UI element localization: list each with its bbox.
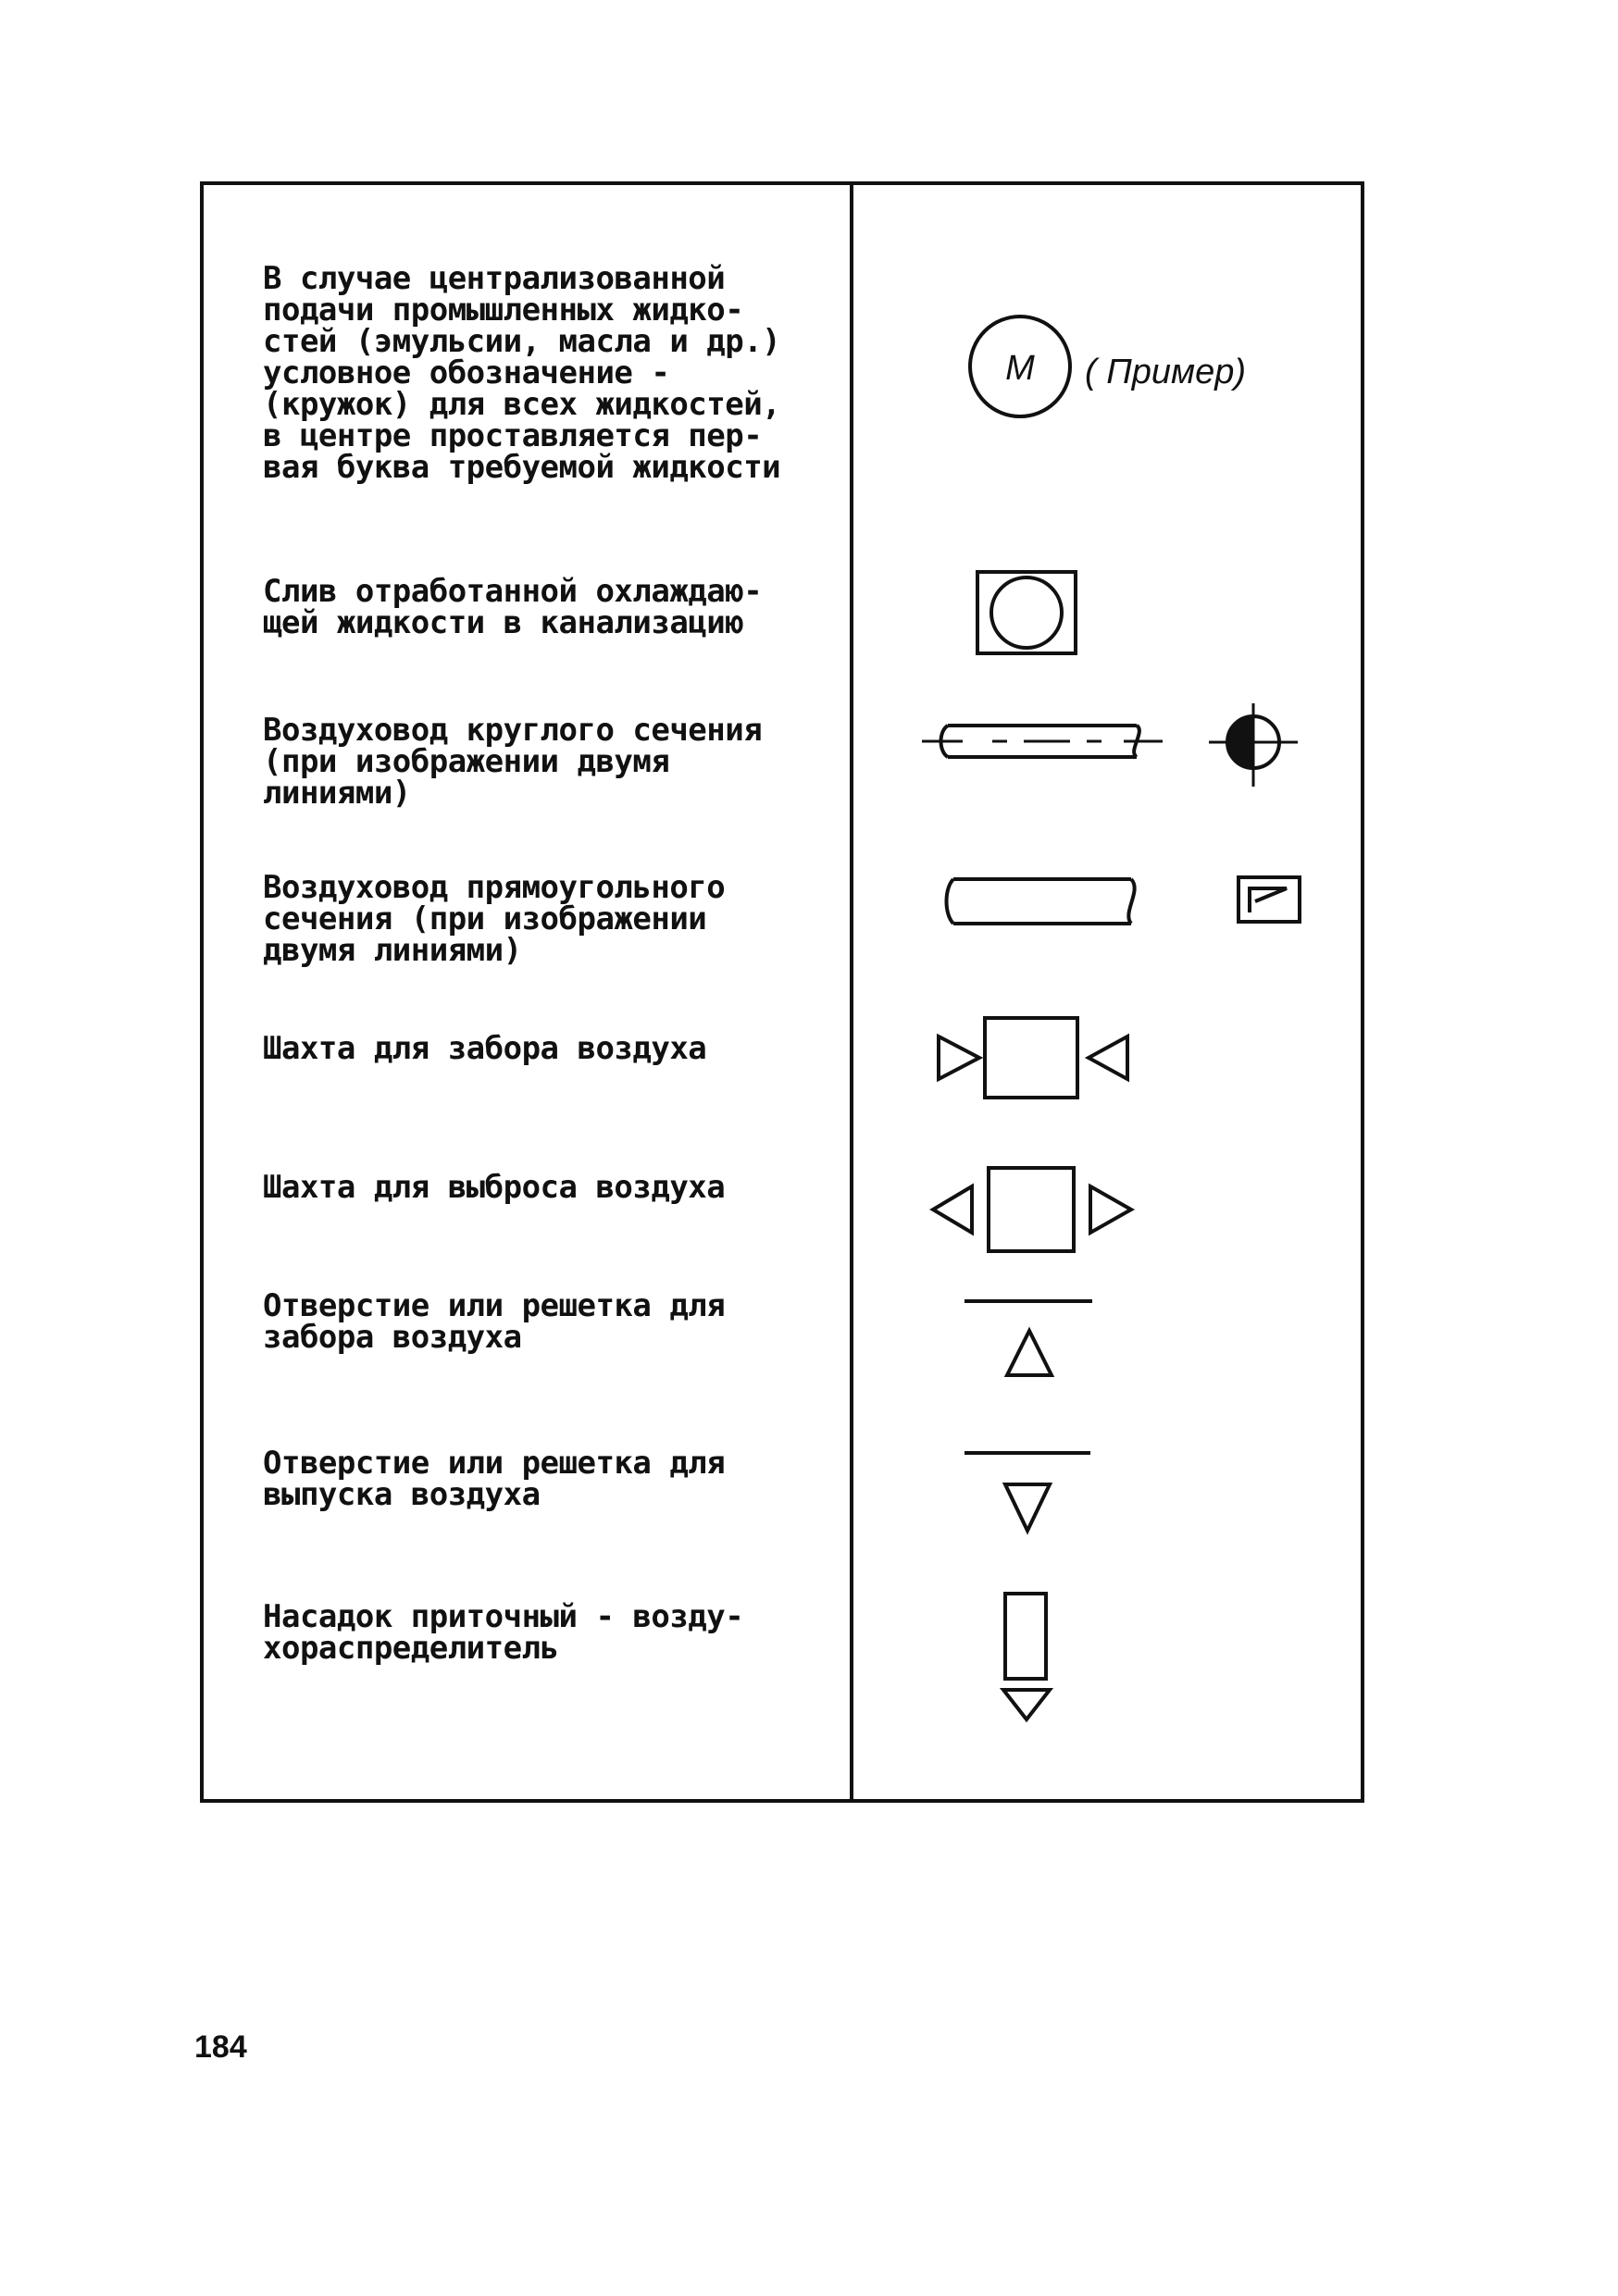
row-3-description: Воздуховод круглого сечения (при изображении двумя линиями) — [263, 712, 763, 812]
column-divider — [850, 181, 853, 1803]
row-5-description: Шахта для забора воздуха — [263, 1030, 707, 1067]
air-exhaust-shaft-symbol — [927, 1164, 1142, 1255]
round-duct-double-line-symbol — [922, 718, 1163, 764]
row-8-description: Отверстие или решетка для выпуска воздуха — [263, 1445, 726, 1513]
symbol-note: ( Пример) — [1085, 353, 1246, 391]
round-duct-section-symbol — [1209, 703, 1298, 787]
supply-nozzle-diffuser-symbol — [994, 1590, 1068, 1725]
rectangular-duct-double-line-symbol — [940, 874, 1144, 929]
drain-circle — [991, 577, 1062, 648]
liquid-supply-circle-symbol — [966, 313, 1246, 428]
page-number: 184 — [194, 2029, 247, 2065]
row-6-description: Шахта для выброса воздуха — [263, 1169, 726, 1206]
intake-grille-symbol — [965, 1297, 1094, 1381]
symbol-letter: М — [1005, 349, 1035, 388]
air-intake-shaft-symbol — [935, 1014, 1140, 1101]
row-9-description: Насадок приточный - возду- хораспределитель — [263, 1598, 744, 1667]
exhaust-grille-symbol — [965, 1449, 1094, 1538]
row-2-description: Слив отработанной охлаждаю- щей жидкости в канализацию — [263, 573, 763, 641]
row-1-description: В случае централизованной подачи промышленных жидко- стей (эмульсии, масла и др.) условное обозначение - (кружок) для всех жидкостей, в центре проставляется пер- вая буква требуемой жидкости — [263, 260, 781, 486]
coolant-drain-symbol — [974, 568, 1085, 657]
row-7-description: Отверстие или решетка для забора воздуха — [263, 1287, 726, 1356]
rectangular-duct-section-symbol — [1235, 874, 1305, 925]
row-4-description: Воздуховод прямоугольного сечения (при изображении двумя линиями) — [263, 869, 726, 969]
